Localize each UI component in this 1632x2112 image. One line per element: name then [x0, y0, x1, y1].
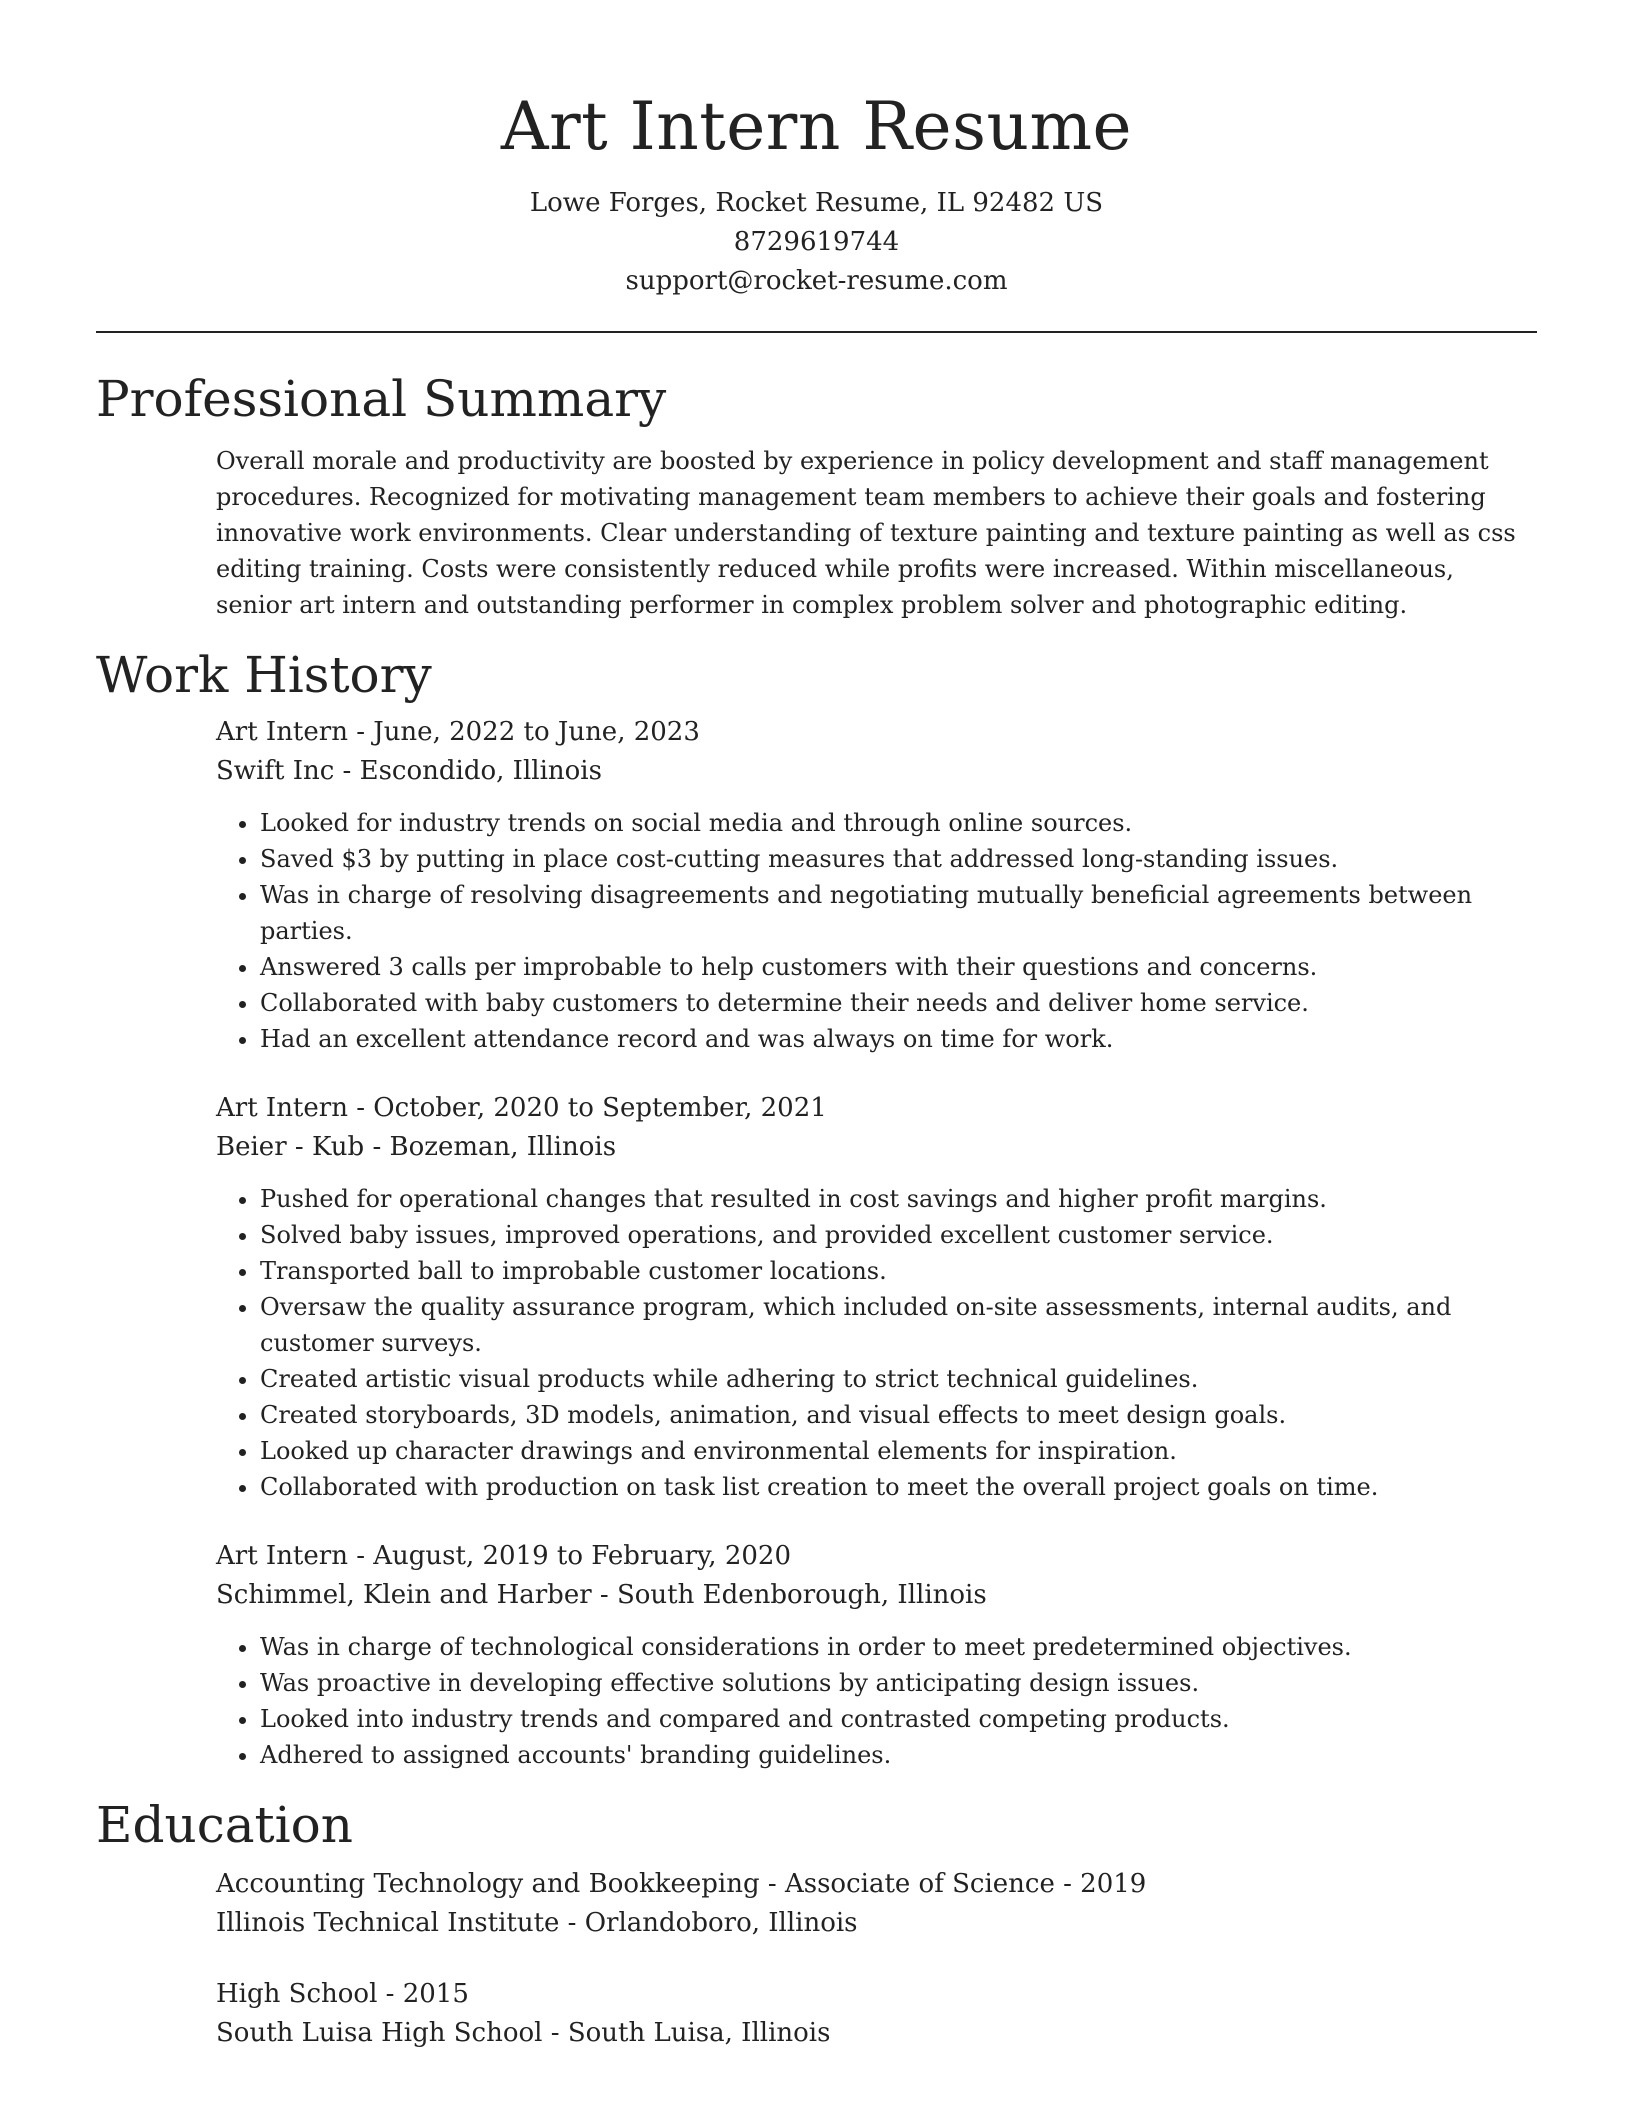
job-location: - Bozeman, Illinois [364, 1132, 617, 1162]
job-company: Schimmel, Klein and Harber [216, 1580, 592, 1610]
education-location: - Orlandoboro, Illinois [559, 1908, 858, 1938]
job-company: Swift Inc [216, 756, 335, 786]
education-year: - 2015 [377, 1979, 469, 2009]
list-item: • Had an excellent attendance record and was always on time for work. [260, 1021, 1537, 1057]
list-item: • Collaborated with baby customers to determine their needs and deliver home service. [260, 985, 1537, 1021]
education-degree: Accounting Technology and Bookkeeping - Associate of Science [216, 1869, 1055, 1899]
job-entry [216, 713, 1537, 1057]
list-item: • Solved baby issues, improved operations, and provided excellent customer service. [260, 1217, 1537, 1253]
summary-text: Overall morale and productivity are boosted by experience in policy development and staff management procedures. Recognized for motivating management team members to achieve their goals and fostering innovative work environments. Clear understanding of texture painting and texture painting as well as css editing training. Costs were consistently reduced while profits were increased. Within miscellaneous, senior art intern and outstanding performer in complex problem solver and photographic editing. [216, 447, 1516, 619]
education-entry [216, 1975, 1537, 2053]
list-item: • Looked into industry trends and compared and contrasted competing products. [260, 1701, 1537, 1737]
phone: 8729619744 [733, 227, 900, 257]
education-degree-line [216, 1975, 1537, 2014]
education-school-line [216, 2014, 1537, 2053]
job-company-line [216, 1128, 1537, 1167]
email: support@rocket-resume.com [625, 266, 1008, 296]
resume-header [96, 0, 1537, 301]
job-position: Art Intern [216, 717, 348, 747]
list-item: • Pushed for operational changes that resulted in cost savings and higher profit margins. [260, 1181, 1537, 1217]
job-company-line [216, 1576, 1537, 1615]
summary-section [96, 369, 1537, 623]
list-item: • Oversaw the quality assurance program, which included on-site assessments, internal audits, and customer surveys. [260, 1289, 1537, 1361]
education-location: - South Luisa, Illinois [542, 2018, 831, 2048]
job-title-line [216, 1537, 1537, 1576]
work-history-heading: Work History [96, 646, 432, 704]
header-divider [96, 331, 1537, 333]
list-item: • Created storyboards, 3D models, animation, and visual effects to meet design goals. [260, 1397, 1537, 1433]
education-school: South Luisa High School [216, 2018, 543, 2048]
list-item: • Answered 3 calls per improbable to help customers with their questions and concerns. [260, 949, 1537, 985]
job-dates: - October, 2020 to September, 2021 [347, 1093, 827, 1123]
education-year: - 2019 [1054, 1869, 1147, 1899]
education-degree: High School [216, 1979, 378, 2009]
list-item: • Was in charge of technological considerations in order to meet predetermined objectives. [260, 1629, 1537, 1665]
job-dates: - June, 2022 to June, 2023 [347, 717, 700, 747]
contact-info [96, 184, 1537, 301]
resume-title: Art Intern Resume [500, 88, 1133, 165]
education-degree-line [216, 1865, 1537, 1904]
list-item: • Transported ball to improbable customer locations. [260, 1253, 1537, 1289]
education-heading: Education [96, 1796, 353, 1854]
list-item: • Created artistic visual products while adhering to strict technical guidelines. [260, 1361, 1537, 1397]
job-position: Art Intern [216, 1541, 348, 1571]
education-school: Illinois Technical Institute [216, 1908, 560, 1938]
job-location: - South Edenborough, Illinois [591, 1580, 987, 1610]
job-location: - Escondido, Illinois [334, 756, 602, 786]
job-company-line [216, 752, 1537, 791]
education-school-line [216, 1904, 1537, 1943]
job-title-line [216, 713, 1537, 752]
education-entry [216, 1865, 1537, 1943]
summary-heading: Professional Summary [96, 370, 667, 428]
job-position: Art Intern [216, 1093, 348, 1123]
job-bullets [216, 1181, 1537, 1505]
job-bullets [216, 805, 1537, 1057]
resume-page [96, 0, 1537, 2053]
job-bullets [216, 1629, 1537, 1773]
address: Lowe Forges, Rocket Resume, IL 92482 US [529, 188, 1104, 218]
job-entry [216, 1089, 1537, 1505]
job-title-line [216, 1089, 1537, 1128]
list-item: • Adhered to assigned accounts' branding guidelines. [260, 1737, 1537, 1773]
list-item: • Was in charge of resolving disagreements and negotiating mutually beneficial agreements between parties. [260, 877, 1537, 949]
list-item: • Saved $3 by putting in place cost-cutting measures that addressed long-standing issues. [260, 841, 1537, 877]
list-item: • Collaborated with production on task list creation to meet the overall project goals on time. [260, 1469, 1537, 1505]
list-item: • Looked up character drawings and environmental elements for inspiration. [260, 1433, 1537, 1469]
education-section [96, 1795, 1537, 2053]
list-item: • Was proactive in developing effective solutions by anticipating design issues. [260, 1665, 1537, 1701]
work-history-section [96, 645, 1537, 1773]
job-dates: - August, 2019 to February, 2020 [347, 1541, 791, 1571]
list-item: • Looked for industry trends on social media and through online sources. [260, 805, 1537, 841]
job-company: Beier - Kub [216, 1132, 365, 1162]
job-entry [216, 1537, 1537, 1773]
